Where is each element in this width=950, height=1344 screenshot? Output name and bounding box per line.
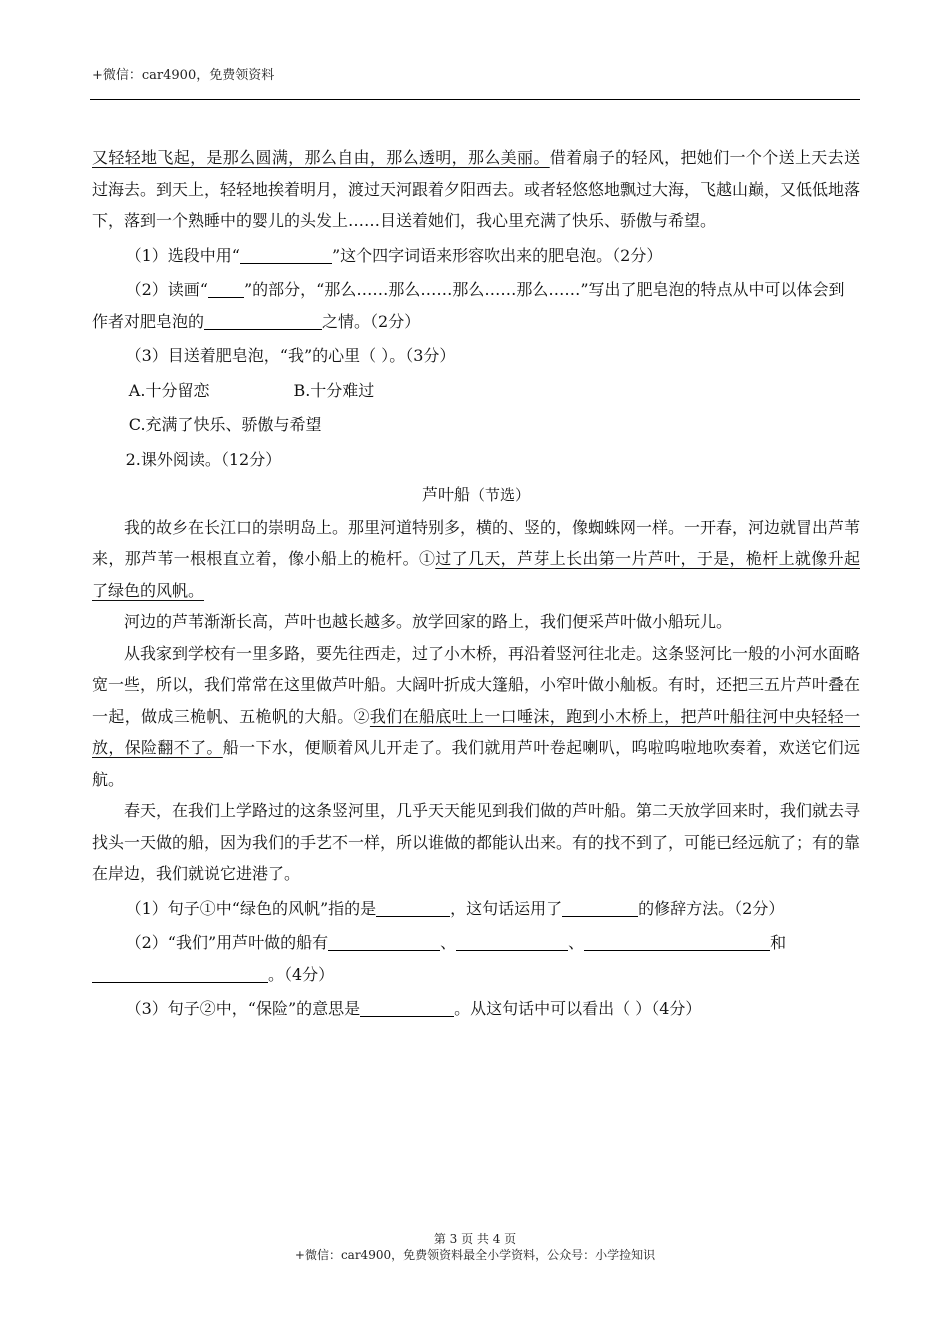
q1-item2	[92, 274, 860, 337]
q2-item1-mid: ，这句话运用了	[450, 898, 563, 918]
header-divider	[90, 99, 860, 100]
q2-item2	[92, 927, 860, 990]
q2-item2-blank3[interactable]	[584, 934, 770, 951]
option-c[interactable]: C.充满了快乐、骄傲与希望	[128, 415, 322, 434]
q1-options-ab	[92, 375, 860, 407]
option-b[interactable]: B.十分难过	[293, 380, 375, 400]
story-paragraph-3	[92, 638, 860, 796]
story-p1-text: 我的故乡在长江口的崇明岛上。那里河道特别多，横的、竖的，像蜘蛛网一样。一开春，河边就冒出芦苇来，那芦苇一根根直立着，像小船上的桅杆。①	[92, 517, 861, 568]
section2-heading: 2.课外阅读。（12分）	[125, 449, 282, 469]
story-p3-text-end: 船一下水，便顺着风儿开走了。我们就用芦叶卷起喇叭，呜啦呜啦地吹奏着，欢送它们远航。	[92, 738, 860, 789]
page-header: +微信：car4900，免费领资料	[92, 68, 275, 83]
page-number: 第 3 页 共 4 页	[433, 1232, 517, 1246]
option-a[interactable]: A.十分留恋	[128, 380, 210, 400]
story-p3-text: 从我家到学校有一里多路，要先往西走，过了小木桥，再沿着竖河往北走。这条竖河比一般的小河水面略宽一些，所以，我们常常在这里做芦叶船。大阔叶折成大篷船，小窄叶做小舢板。有时，还把三五片芦叶叠在一起，做成三桅帆、五桅帆的大船。②	[92, 643, 861, 726]
q2-item3-post: 。从这句话中可以看出（ ）（4分）	[454, 999, 702, 1018]
story-paragraph-4: 春天，在我们上学路过的这条竖河里，几乎天天能见到我们做的芦叶船。第二天放学回来时，我们就去寻找头一天做的船，因为我们的手艺不一样，所以谁做的都能认出来。有的找不到了，可能已经远航了；有的靠在岸边，我们就说它进港了。	[92, 801, 861, 883]
passage1-rest: 借着扇子的轻风，把她们一个个送上天去送过海去。到天上，轻轻地挨着明月，渡过天河跟着夕阳西去。或者轻悠悠地飘过大海，飞越山巅，又低低地落下，落到一个熟睡中的婴儿的头发上……目送着她们，我心里充满了快乐、骄傲与希望。	[92, 148, 861, 230]
q2-item2-sep1: 、	[440, 933, 457, 952]
q2-item3-pre: （3）句子②中，“保险”的意思是	[125, 999, 361, 1018]
story-paragraph-1	[92, 512, 860, 607]
q2-item3	[92, 993, 860, 1025]
q1-item2-post: 之情。（2分）	[322, 311, 421, 331]
story-paragraph-2: 河边的芦苇渐渐长高，芦叶也越长越多。放学回家的路上，我们便采芦叶做小船玩儿。	[124, 612, 733, 631]
q2-item1-post: 的修辞方法。（2分）	[638, 898, 785, 918]
page-content	[92, 142, 860, 1028]
q2-item2-and: 和	[770, 933, 787, 952]
q1-item2-blank[interactable]	[204, 313, 322, 330]
q1-item2-mid: ”的部分，“那么……那么……那么……那么……”写出了肥皂泡的特点从中可以体会到作者对肥皂泡的	[92, 280, 845, 331]
story-subtitle: （节选）	[470, 486, 531, 504]
q1-item1-post: ”这个四字词语来形容吹出来的肥皂泡。（2分）	[331, 245, 663, 265]
story-p3-underlined: 我们在船底吐上一口唾沫，跑到小木桥上，把芦叶船往河中央轻轻一放，保险翻不了。	[92, 706, 860, 757]
passage1-paragraph	[92, 142, 860, 237]
q2-item3-blank[interactable]	[360, 1000, 454, 1017]
story-title-line	[92, 479, 860, 512]
q1-item2-pre: （2）读画“	[125, 280, 208, 299]
q2-item1-blank1[interactable]	[376, 900, 450, 917]
q2-item2-blank4[interactable]	[92, 966, 268, 983]
q1-item1-blank[interactable]	[240, 247, 332, 264]
q2-item2-blank2[interactable]	[456, 934, 568, 951]
q2-item2-post: 。（4分）	[268, 964, 335, 984]
q2-item1	[92, 893, 860, 925]
q2-item1-pre: （1）句子①中“绿色的风帆”指的是	[125, 898, 377, 918]
story-title: 芦叶船	[421, 485, 470, 504]
footer-note: +微信：car4900，免费领资料最全小学资料，公众号：小学捡知识	[294, 1248, 656, 1262]
q1-item3: （3）目送着肥皂泡，“我”的心里（ ）。（3分）	[125, 346, 456, 365]
passage1-underlined-sentence: 又轻轻地飞起，是那么圆满，那么自由，那么透明，那么美丽。	[92, 148, 550, 167]
q2-item2-sep2: 、	[568, 933, 585, 952]
q1-item1	[92, 240, 860, 272]
q2-item2-pre: （2）“我们”用芦叶做的船有	[125, 933, 329, 952]
q2-item2-blank1[interactable]	[328, 934, 440, 951]
story-p1-underlined: 过了几天，芦芽上长出第一片芦叶，于是，桅杆上就像升起了绿色的风帆。	[92, 549, 860, 600]
q1-item2-mark-blank	[208, 281, 244, 298]
q1-item1-pre: （1）选段中用“	[125, 245, 240, 265]
q2-item1-blank2[interactable]	[562, 900, 638, 917]
